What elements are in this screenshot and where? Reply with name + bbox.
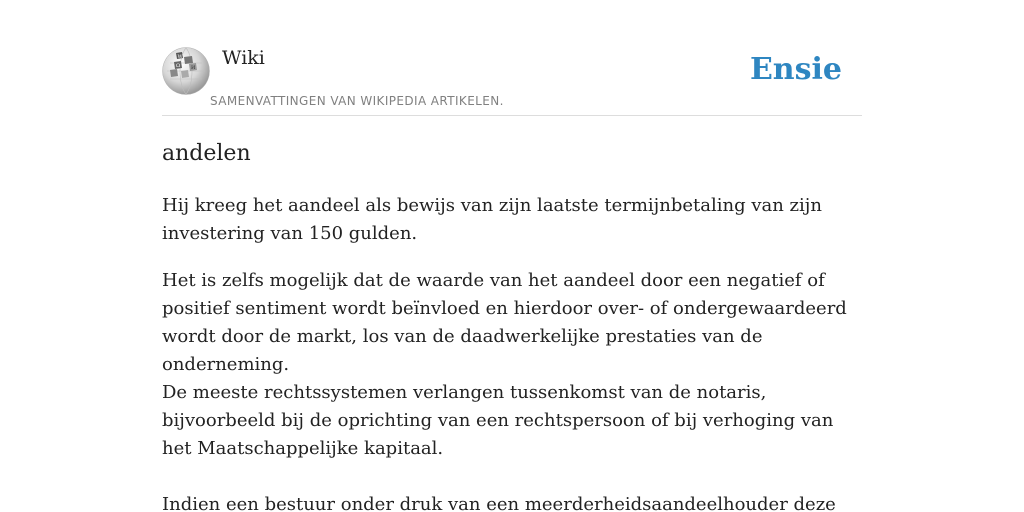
site-tagline: SAMENVATTINGEN VAN WIKIPEDIA ARTIKELEN. — [210, 94, 504, 108]
article-paragraph: Indien een bestuur onder druk van een meerderheidsaandeelhouder deze — [162, 494, 836, 512]
article-paragraph: Hij kreeg het aandeel als bewijs van zijn laatste termijnbetaling van zijn investering van 150 gulden. — [162, 195, 822, 244]
article-paragraph: Het is zelfs mogelijk dat de waarde van het aandeel door een negatief of positief sentiment wordt beïnvloed en hierdoor over- of ondergewaardeerd wordt door de markt, los van de daadwerkelijke prestaties van de onderneming. — [162, 270, 847, 375]
svg-text:Ω: Ω — [176, 63, 181, 69]
site-name[interactable]: Wiki — [222, 47, 265, 69]
page-container — [162, 0, 862, 512]
brand-logo-text[interactable]: Ensie — [749, 52, 842, 87]
wikipedia-globe-icon[interactable] — [162, 47, 210, 95]
article-title: andelen — [162, 141, 251, 166]
article-paragraph: De meeste rechtssystemen verlangen tussenkomst van de notaris, bijvoorbeeld bij de oprichting van een rechtspersoon of bij verhoging van het Maatschappelijke kapitaal. — [162, 382, 834, 459]
svg-text:W: W — [177, 54, 183, 60]
site-header — [162, 0, 862, 116]
svg-text:И: И — [191, 65, 196, 71]
